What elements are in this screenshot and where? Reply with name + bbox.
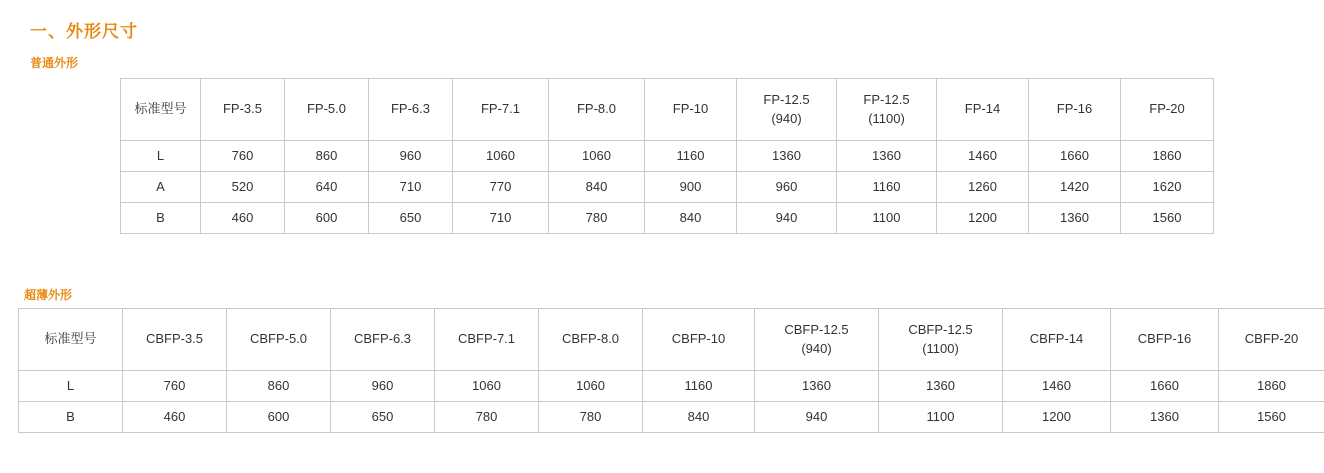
header-sub: (1100) — [868, 110, 905, 126]
table-header-cell — [1029, 79, 1121, 141]
header-main: FP-5.0 — [306, 101, 346, 117]
header-main: FP-12.5 — [863, 91, 910, 107]
table-cell: 760 — [123, 371, 227, 402]
header-main: 标准型号 — [134, 101, 187, 117]
table-cell: 1200 — [937, 203, 1029, 234]
table-cell: 1860 — [1121, 141, 1214, 172]
table-cell: 840 — [549, 172, 645, 203]
subsection-label-normal: 普通外形 — [30, 56, 79, 70]
table-cell: 900 — [645, 172, 737, 203]
table-cell: 760 — [201, 141, 285, 172]
table-cell: 1620 — [1121, 172, 1214, 203]
table-cell: 1420 — [1029, 172, 1121, 203]
table-row — [19, 309, 1324, 371]
header-main: CBFP-7.1 — [457, 331, 516, 347]
row-label: A — [121, 172, 201, 203]
table-header-cell — [121, 79, 201, 141]
table-cell: 1260 — [937, 172, 1029, 203]
table-cell: 600 — [285, 203, 369, 234]
table-cell: 1160 — [837, 172, 937, 203]
table-cell: 1560 — [1219, 402, 1324, 433]
table-cell: 940 — [737, 203, 837, 234]
dimensions-table-slim — [18, 308, 1324, 433]
table-cell: 640 — [285, 172, 369, 203]
row-label: B — [121, 203, 201, 234]
table-header-cell — [1111, 309, 1219, 371]
dimensions-table-normal — [120, 78, 1214, 234]
table-cell: 860 — [227, 371, 331, 402]
header-main: FP-7.1 — [480, 101, 520, 117]
table-row — [121, 141, 1214, 172]
header-main: FP-6.3 — [390, 101, 430, 117]
table-cell: 1160 — [645, 141, 737, 172]
table-header-cell — [435, 309, 539, 371]
table-cell: 710 — [369, 172, 453, 203]
table-header-cell — [879, 309, 1003, 371]
page-title: 一、外形尺寸 — [30, 22, 138, 41]
table-cell: 1660 — [1029, 141, 1121, 172]
table-cell: 780 — [539, 402, 643, 433]
header-main: FP-3.5 — [222, 101, 262, 117]
table-header-cell — [1219, 309, 1324, 371]
table-cell: 1360 — [837, 141, 937, 172]
table-cell: 1460 — [937, 141, 1029, 172]
table-cell: 1060 — [549, 141, 645, 172]
table-cell: 960 — [331, 371, 435, 402]
table-cell: 1660 — [1111, 371, 1219, 402]
header-main: FP-10 — [672, 101, 709, 117]
table-row — [121, 172, 1214, 203]
row-label: B — [19, 402, 123, 433]
table-cell: 1860 — [1219, 371, 1324, 402]
header-main: CBFP-8.0 — [561, 331, 620, 347]
table-cell: 1060 — [435, 371, 539, 402]
table-header-row — [121, 79, 1214, 141]
header-main: FP-16 — [1056, 101, 1093, 117]
table-cell: 1100 — [837, 203, 937, 234]
table-cell: 1360 — [737, 141, 837, 172]
table-cell: 1200 — [1003, 402, 1111, 433]
header-sub: (940) — [801, 340, 832, 356]
table-header-row — [19, 309, 1324, 371]
table-header-cell — [227, 309, 331, 371]
header-main: 标准型号 — [44, 331, 97, 347]
table-header-cell — [201, 79, 285, 141]
table-header-cell — [285, 79, 369, 141]
table-cell: 840 — [643, 402, 755, 433]
header-sub: (940) — [771, 110, 802, 126]
table-row — [121, 203, 1214, 234]
table-cell: 960 — [737, 172, 837, 203]
table-cell: 780 — [435, 402, 539, 433]
header-main: CBFP-16 — [1137, 331, 1192, 347]
table-header-cell — [1121, 79, 1214, 141]
header-main: CBFP-6.3 — [353, 331, 412, 347]
subsection-label-slim: 超薄外形 — [24, 288, 73, 302]
row-label: L — [121, 141, 201, 172]
table-cell: 460 — [201, 203, 285, 234]
table-header-cell — [737, 79, 837, 141]
table-cell: 1360 — [1111, 402, 1219, 433]
table-header-cell — [937, 79, 1029, 141]
table-cell: 1360 — [1029, 203, 1121, 234]
table-row — [19, 371, 1324, 402]
table-cell: 860 — [285, 141, 369, 172]
table-cell: 1060 — [453, 141, 549, 172]
table-cell: 840 — [645, 203, 737, 234]
table-cell: 1560 — [1121, 203, 1214, 234]
table-cell: 1100 — [879, 402, 1003, 433]
header-main: CBFP-3.5 — [145, 331, 204, 347]
table-row — [121, 79, 1214, 141]
table-header-cell — [645, 79, 737, 141]
header-main: CBFP-10 — [671, 331, 726, 347]
table-cell: 960 — [369, 141, 453, 172]
table-row — [19, 402, 1324, 433]
table-body — [19, 371, 1324, 433]
header-sub: (1100) — [922, 340, 959, 356]
table-cell: 780 — [549, 203, 645, 234]
table-header-cell — [549, 79, 645, 141]
table-cell: 1360 — [755, 371, 879, 402]
table-cell: 1160 — [643, 371, 755, 402]
table-header-cell — [643, 309, 755, 371]
table-header-cell — [331, 309, 435, 371]
table-header-cell — [837, 79, 937, 141]
table-header-cell — [453, 79, 549, 141]
table-header-cell — [123, 309, 227, 371]
header-main: CBFP-5.0 — [249, 331, 308, 347]
table-cell: 1060 — [539, 371, 643, 402]
header-main: FP-8.0 — [576, 101, 616, 117]
header-main: CBFP-12.5 — [908, 321, 973, 337]
table-body — [121, 141, 1214, 234]
row-label: L — [19, 371, 123, 402]
table-header-cell — [539, 309, 643, 371]
header-main: FP-20 — [1149, 101, 1185, 117]
table-cell: 650 — [369, 203, 453, 234]
header-main: CBFP-12.5 — [784, 321, 849, 337]
header-main: CBFP-14 — [1029, 331, 1084, 347]
header-main: CBFP-20 — [1244, 331, 1299, 347]
table-cell: 1460 — [1003, 371, 1111, 402]
header-main: FP-14 — [964, 101, 1001, 117]
table-header-cell — [369, 79, 453, 141]
table-cell: 650 — [331, 402, 435, 433]
table-cell: 710 — [453, 203, 549, 234]
table-cell: 520 — [201, 172, 285, 203]
table-header-cell — [19, 309, 123, 371]
header-main: FP-12.5 — [763, 91, 810, 107]
table-header-cell — [1003, 309, 1111, 371]
table-header-cell — [755, 309, 879, 371]
table-cell: 940 — [755, 402, 879, 433]
table-cell: 770 — [453, 172, 549, 203]
table-cell: 1360 — [879, 371, 1003, 402]
table-cell: 600 — [227, 402, 331, 433]
table-cell: 460 — [123, 402, 227, 433]
